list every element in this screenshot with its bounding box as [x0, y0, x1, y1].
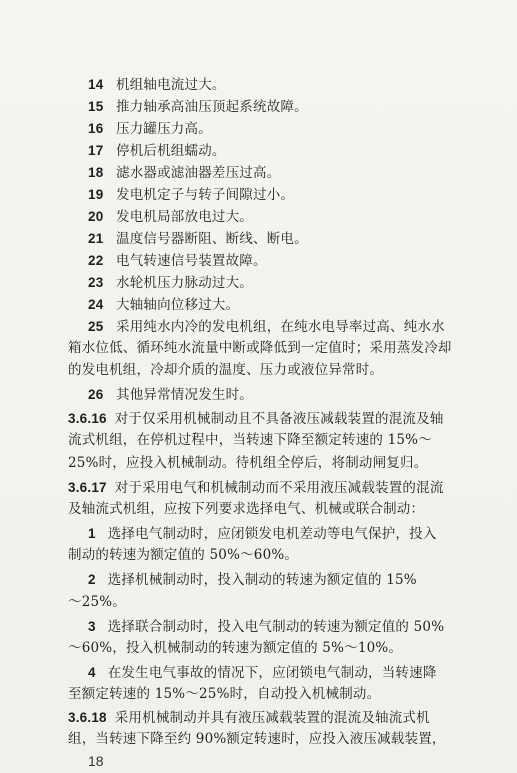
list-item: [88, 186, 294, 204]
item-number: 17: [88, 143, 104, 158]
sub-item-text: 在发生电气事故的情况下，应闭锁电气制动，当转速降: [107, 665, 437, 681]
sub-item-4-line1: [88, 664, 437, 682]
sub-item-3-line1: [88, 618, 444, 636]
item-number: 26: [88, 387, 104, 402]
item-number: 24: [88, 297, 104, 312]
clause-text: 对于仅采用机械制动且不具备液压减载装置的混流及轴: [114, 411, 444, 427]
item-number: 20: [88, 209, 104, 224]
item-text: 采用纯水内冷的发电机组，在纯水电导率过高、纯水水: [116, 319, 445, 335]
sub-item-2-line2: ～25%。: [68, 594, 127, 610]
clause-3-6-18-line2: [68, 731, 446, 748]
sub-item-4-line2: 至额定转速的 15%～25%时，自动投入机械制动。: [68, 686, 381, 702]
clause-text: 对于采用电气和机械制动而不采用液压减载装置的混流: [114, 480, 444, 496]
clause-text: 采用机械制动并具有液压减载装置的混流及轴流式机: [114, 710, 430, 726]
list-item: [88, 230, 308, 248]
list-item: [88, 274, 253, 292]
item-text: 温度信号器断阻、断线、断电。: [116, 231, 308, 247]
sub-item-number: 1: [88, 526, 96, 541]
item-text: 电气转速信号装置故障。: [116, 253, 267, 269]
list-item: [88, 142, 226, 160]
list-item: [88, 120, 212, 138]
sub-item-text: 选择联合制动时，投入电气制动的转速为额定值的 50%: [107, 619, 445, 635]
sub-item-1-line2: 制动的转速为额定值的 50%～60%。: [68, 547, 299, 563]
item-number: 23: [88, 275, 104, 290]
item-number: 18: [88, 165, 104, 180]
item-number: 25: [88, 319, 104, 334]
sub-item-text: 选择机械制动时，投入制动的转速为额定值的 15%: [107, 572, 417, 588]
sub-item-number: 4: [88, 665, 96, 680]
clause-3-6-16-line1: [68, 410, 444, 428]
item-number: 15: [88, 99, 104, 114]
clause-3-6-17-line1: [68, 479, 444, 497]
page-number: 18: [88, 753, 104, 769]
item-text: 水轮机压力脉动过大。: [116, 275, 253, 291]
list-item: [88, 164, 280, 182]
sub-item-number: 2: [88, 572, 96, 587]
list-item: [88, 208, 253, 226]
list-item-25-line1: [88, 318, 445, 336]
clause-text: 组，当转速下降至约 90%额定转速时，应投入液压减载装置，: [68, 731, 446, 747]
clause-number: 3.6.17: [68, 480, 107, 495]
list-item: [88, 386, 253, 404]
item-number: 22: [88, 253, 104, 268]
sub-item-number: 3: [88, 619, 96, 634]
list-item-25-line2: 箱水位低、循环纯水流量中断或降低到一定值时；采用蒸发冷却: [68, 340, 452, 356]
sub-item-1-line1: [88, 525, 437, 543]
list-item: [88, 98, 308, 116]
sub-item-2-line1: [88, 571, 417, 589]
item-text: 大轴轴向位移过大。: [116, 297, 240, 313]
item-text: 推力轴承高油压顶起系统故障。: [116, 99, 308, 115]
item-text: 其他异常情况发生时。: [116, 387, 253, 403]
clause-3-6-17-line2: 及轴流式机组，应按下列要求选择电气、机械或联合制动：: [68, 501, 425, 517]
sub-item-text: 选择电气制动时，应闭锁发电机差动等电气保护，投入: [107, 526, 437, 542]
item-text: 发电机局部放电过大。: [116, 209, 253, 225]
sub-item-3-line2: ～60%，投入机械制动的转速为额定值的 5%～10%。: [68, 640, 403, 656]
clause-3-6-16-line2: 流式机组，在停机过程中，当转速下降至额定转速的 15%～: [68, 432, 432, 448]
list-item-25-line3: 的发电机组，冷却介质的温度、压力或液位异常时。: [68, 362, 384, 378]
list-item: [88, 76, 226, 94]
list-item: [88, 252, 267, 270]
list-item: [88, 296, 239, 314]
clause-number: 3.6.18: [68, 710, 107, 725]
item-text: 机组轴电流过大。: [116, 77, 226, 93]
item-text: 停机后机组蠕动。: [116, 143, 226, 159]
item-number: 14: [88, 77, 104, 92]
item-number: 19: [88, 187, 104, 202]
clause-3-6-18-line1-rendered: [68, 709, 430, 727]
item-text: 压力罐压力高。: [116, 121, 212, 137]
clause-3-6-16-line3: 25%时，应投入机械制动。待机组全停后，将制动闸复归。: [68, 455, 428, 471]
item-number: 21: [88, 231, 104, 246]
item-number: 16: [88, 121, 104, 136]
item-text: 发电机定子与转子间隙过小。: [116, 187, 295, 203]
clause-number: 3.6.16: [68, 411, 107, 426]
item-text: 滤水器或滤油器差压过高。: [116, 165, 281, 181]
